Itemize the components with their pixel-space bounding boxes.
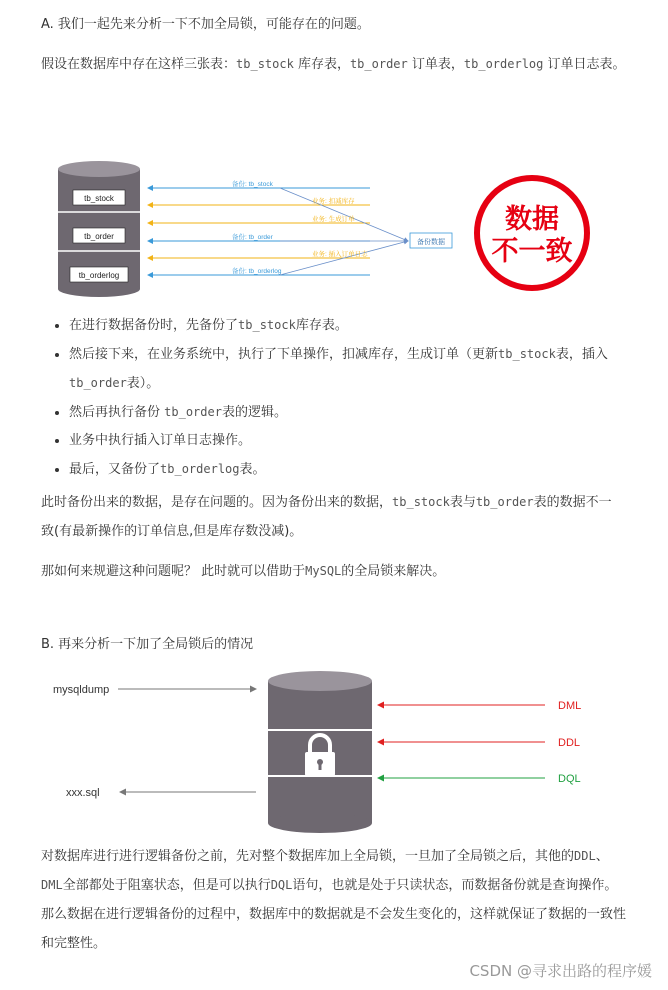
arrow-label: 业务: 插入订单日志: [312, 251, 368, 258]
dml-label: DML: [558, 700, 582, 712]
list-item: • 然后接下来，在业务系统中，执行了下单操作，扣减库存，生成订单（更新tb_stock表，插入 tb_order表）。: [69, 340, 649, 398]
section-a-heading: A. 我们一起先来分析一下不加全局锁，可能存在的问题。: [41, 17, 370, 32]
conclusion-paragraph: 此时备份出来的数据，是存在问题的。因为备份出来的数据，tb_stock表与tb_order表的数据不一 致(有最新操作的订单信息,但是库存数没减)。: [41, 495, 612, 539]
list-item: • 在进行数据备份时，先备份了tb_stock库存表。: [69, 311, 649, 340]
arrow-label: 备份: tb_orderlog: [232, 268, 282, 275]
figure-no-lock: [40, 155, 640, 315]
table-label: tb_order: [84, 232, 114, 241]
arrow-label: 备份: tb_stock: [232, 181, 273, 188]
list-item: • 最后，又备份了tb_orderlog表。: [69, 455, 649, 484]
lock-explanation-paragraph: 对数据库进行进行逻辑备份之前，先对整个数据库加上全局锁，一旦加了全局锁之后，其他的DDL、 DML全部都处于阻塞状态，但是可以执行DQL语句，也就是处于只读状态，而数据备份就是查询操作。 那么数据在进行逻辑备份的过程中，数据库中的数据就是不会发生变化的，这样就保证了数据的一致性 和完整性。: [41, 849, 627, 951]
question-paragraph: 那如何来规避这种问题呢？ 此时就可以借助于MySQL的全局锁来解决。: [41, 564, 446, 579]
flow-arrows: [148, 188, 408, 275]
table-label: tb_orderlog: [78, 271, 120, 280]
arrow-label: 业务: 扣减库存: [312, 198, 355, 205]
stamp-line-2: 不一致: [491, 236, 573, 266]
arrow-label: 业务: 生成订单: [312, 216, 355, 223]
ddl-label: DDL: [558, 737, 581, 749]
list-item: • 然后再执行备份 tb_order表的逻辑。: [69, 398, 649, 427]
table-label: tb_stock: [84, 194, 114, 203]
intro-paragraph: 假设在数据库中存在这样三张表：tb_stock 库存表，tb_order 订单表，tb_orderlog 订单日志表。: [41, 57, 626, 72]
section-b-heading: B. 再来分析一下加了全局锁后的情况: [41, 637, 254, 652]
stamp-line-1: 数据: [505, 204, 559, 234]
dql-label: DQL: [558, 773, 581, 785]
arrow-label: 备份: tb_order: [232, 234, 273, 241]
list-item: • 业务中执行插入订单日志操作。: [69, 427, 649, 455]
backup-target-label: 备份数据: [417, 239, 445, 246]
output-file-label: xxx.sql: [66, 787, 100, 799]
watermark: CSDN @寻求出路的程序媛: [469, 962, 652, 980]
steps-list: [41, 311, 649, 484]
figure-with-lock: [40, 668, 620, 840]
mysqldump-label: mysqldump: [53, 684, 110, 696]
